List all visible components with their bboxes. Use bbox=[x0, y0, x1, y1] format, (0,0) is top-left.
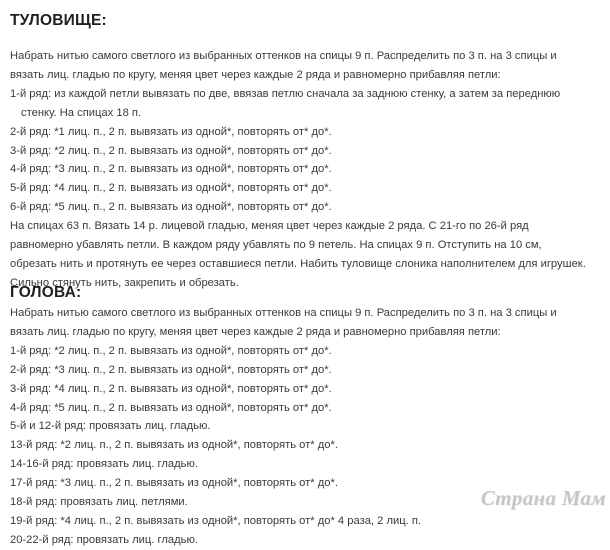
text-line: 5-й ряд: *4 лиц. п., 2 п. вывязать из одной*, повторять от* до*. bbox=[10, 182, 332, 195]
text-line: 18-й ряд: провязать лиц. петлями. bbox=[10, 496, 188, 509]
text-line: 13-й ряд: *2 лиц. п., 2 п. вывязать из одной*, повторять от* до*. bbox=[10, 439, 338, 452]
text-line: 17-й ряд: *3 лиц. п., 2 п. вывязать из одной*, повторять от* до*. bbox=[10, 477, 338, 490]
section-body-text bbox=[10, 47, 606, 293]
section-heading-head: ГОЛОВА: bbox=[10, 284, 82, 301]
text-line: обрезать нить и протянуть ее через оставшиеся петли. Набить туловище слоника наполнителем для игрушек. bbox=[10, 257, 586, 270]
text-line: 3-й ряд: *4 лиц. п., 2 п. вывязать из одной*, повторять от* до*. bbox=[10, 382, 332, 395]
text-line: 4-й ряд: *5 лиц. п., 2 п. вывязать из одной*, повторять от* до*. bbox=[10, 401, 332, 414]
site-watermark: Страна Мам bbox=[480, 486, 606, 510]
text-line: вязать лиц. гладью по кругу, меняя цвет через каждые 2 ряда и равномерно прибавляя петли: bbox=[10, 68, 501, 81]
text-line: 19-й ряд: *4 лиц. п., 2 п. вывязать из одной*, повторять от* до* 4 раза, 2 лиц. п. bbox=[10, 514, 422, 527]
text-line: Набрать нитью самого светлого из выбранных оттенков на спицы 9 п. Распределить по 3 п. на 3 спицы и bbox=[10, 307, 557, 319]
text-line: стенку. На спицах 18 п. bbox=[21, 106, 142, 119]
text-line: 3-й ряд: *2 лиц. п., 2 п. вывязать из одной*, повторять от* до*. bbox=[10, 144, 332, 157]
text-line: вязать лиц. гладью по кругу, меняя цвет через каждые 2 ряда и равномерно прибавляя петли: bbox=[10, 325, 501, 338]
text-line: Набрать нитью самого светлого из выбранных оттенков на спицы 9 п. Распределить по 3 п. на 3 спицы и bbox=[10, 50, 557, 62]
text-line: На спицах 63 п. Вязать 14 р. лицевой гладью, меняя цвет через каждые 2 ряда. С 21-го по 26-й ряд bbox=[10, 220, 529, 233]
text-line: 6-й ряд: *5 лиц. п., 2 п. вывязать из одной*, повторять от* до*. bbox=[10, 201, 332, 214]
section-head-text bbox=[10, 304, 606, 550]
text-line: 5-й и 12-й ряд: провязать лиц. гладью. bbox=[10, 420, 211, 433]
text-line: 20-22-й ряд: провязать лиц. гладью. bbox=[10, 533, 198, 546]
text-line: 1-й ряд: из каждой петли вывязать по две, ввязав петлю сначала за заднюю стенку, а затем за переднюю bbox=[10, 87, 561, 100]
text-line: 2-й ряд: *3 лиц. п., 2 п. вывязать из одной*, повторять от* до*. bbox=[10, 363, 332, 376]
text-line: 2-й ряд: *1 лиц. п., 2 п. вывязать из одной*, повторять от* до*. bbox=[10, 125, 332, 138]
text-line: Сильно стянуть нить, закрепить и обрезать. bbox=[10, 276, 239, 289]
text-line: 1-й ряд: *2 лиц. п., 2 п. вывязать из одной*, повторять от* до*. bbox=[10, 344, 332, 357]
text-line: 14-16-й ряд: провязать лиц. гладью. bbox=[10, 458, 198, 471]
text-line: равномерно убавлять петли. В каждом ряду убавлять по 9 петель. На спицах 9 п. Отступить на 10 см, bbox=[10, 239, 542, 252]
section-heading-body: ТУЛОВИЩЕ: bbox=[10, 12, 107, 29]
text-line: 4-й ряд: *3 лиц. п., 2 п. вывязать из одной*, повторять от* до*. bbox=[10, 163, 332, 176]
